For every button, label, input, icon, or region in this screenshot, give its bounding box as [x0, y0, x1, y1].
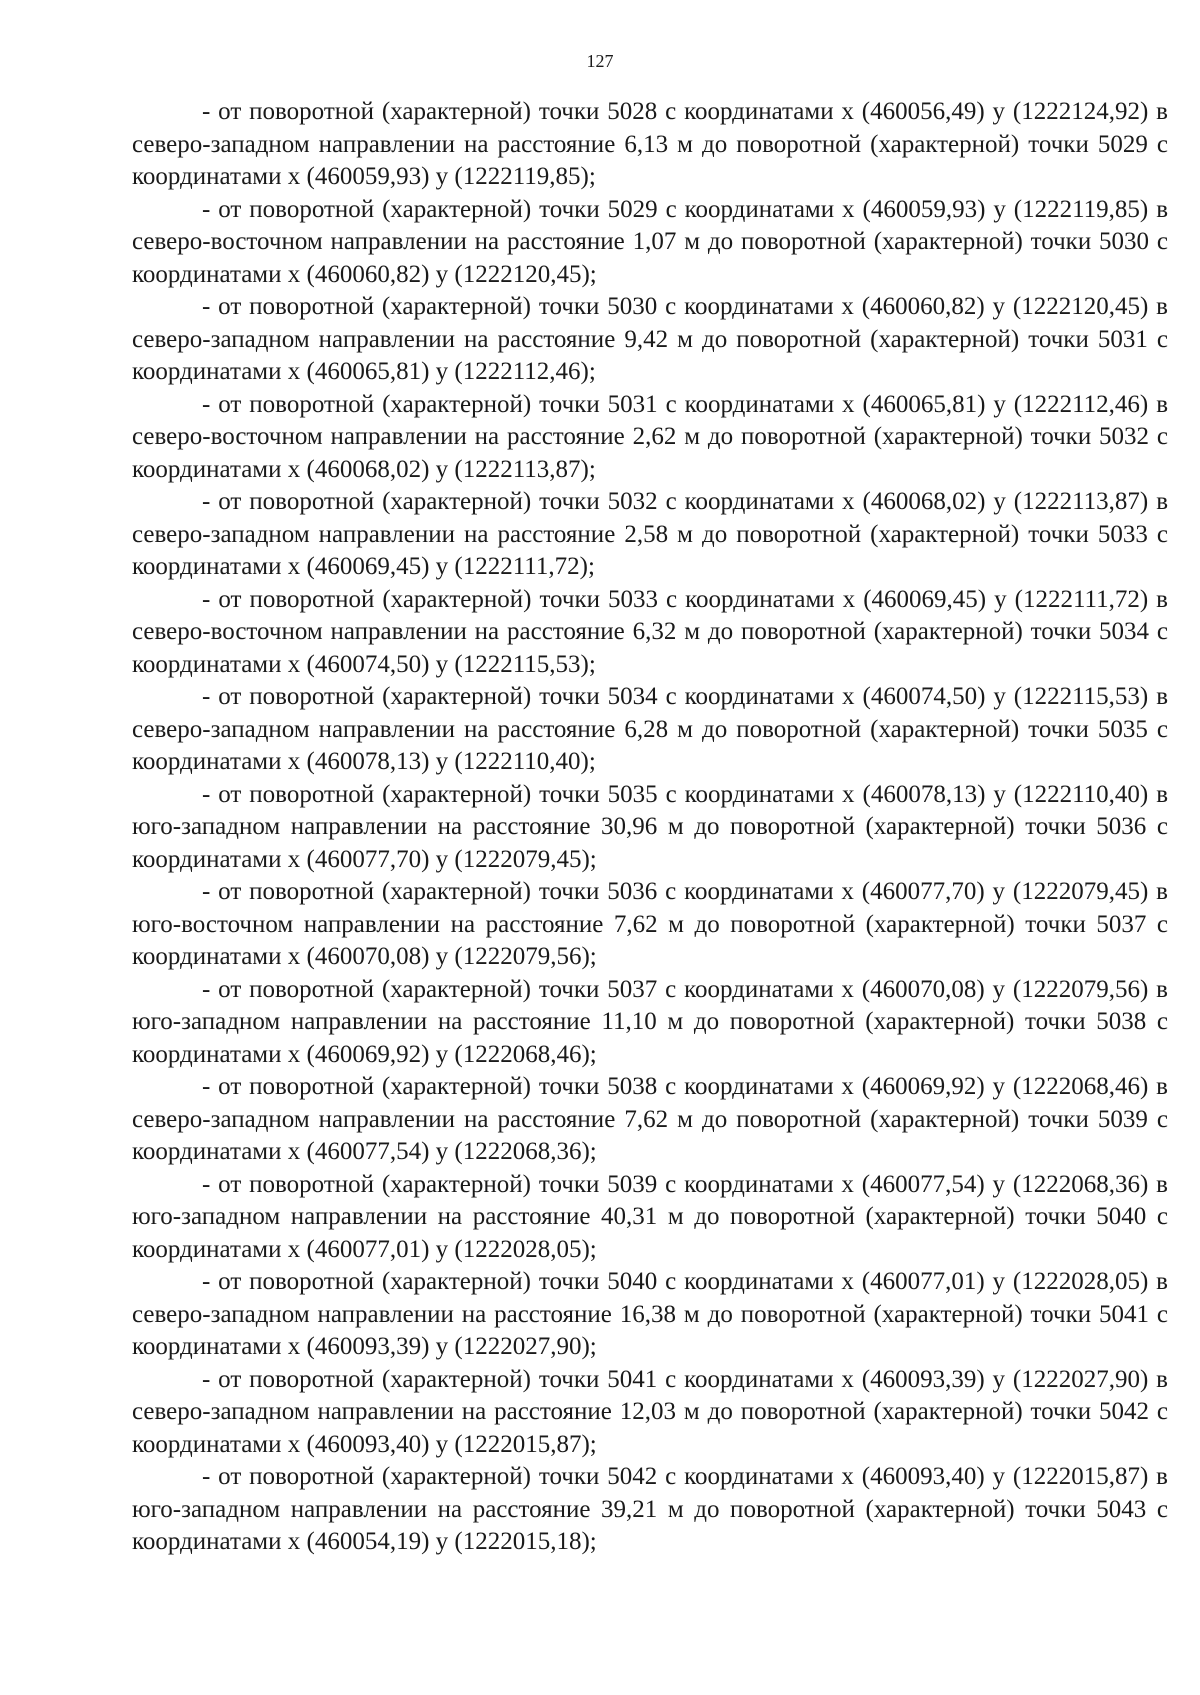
boundary-paragraph: - от поворотной (характерной) точки 5035 с координатами х (460078,13) у (1222110,40) в юго-западном направлении на расстояние 30,96 м до поворотной (характерной) точки 5036 с координатами х (460077,70) у (1222079,45);: [132, 780, 1168, 873]
boundary-paragraph: - от поворотной (характерной) точки 5039 с координатами х (460077,54) у (1222068,36) в юго-западном направлении на расстояние 40,31 м до поворотной (характерной) точки 5040 с координатами х (460077,01) у (1222028,05);: [132, 1170, 1168, 1263]
boundary-paragraph: - от поворотной (характерной) точки 5038 с координатами х (460069,92) у (1222068,46) в северо-западном направлении на расстояние 7,62 м до поворотной (характерной) точки 5039 с координатами х (460077,54) у (1222068,36);: [132, 1073, 1168, 1165]
boundary-paragraph: - от поворотной (характерной) точки 5028 с координатами х (460056,49) у (1222124,92) в северо-западном направлении на расстояние 6,13 м до поворотной (характерной) точки 5029 с координатами х (460059,93) у (1222119,85);: [132, 98, 1168, 190]
boundary-paragraph: - от поворотной (характерной) точки 5030 с координатами х (460060,82) у (1222120,45) в северо-западном направлении на расстояние 9,42 м до поворотной (характерной) точки 5031 с координатами х (460065,81) у (1222112,46);: [132, 293, 1168, 385]
boundary-paragraph: - от поворотной (характерной) точки 5034 с координатами х (460074,50) у (1222115,53) в северо-западном направлении на расстояние 6,28 м до поворотной (характерной) точки 5035 с координатами х (460078,13) у (1222110,40);: [132, 683, 1168, 775]
boundary-paragraph: - от поворотной (характерной) точки 5036 с координатами х (460077,70) у (1222079,45) в юго-восточном направлении на расстояние 7,62 м до поворотной (характерной) точки 5037 с координатами х (460070,08) у (1222079,56);: [132, 878, 1168, 970]
boundary-paragraph: - от поворотной (характерной) точки 5037 с координатами х (460070,08) у (1222079,56) в юго-западном направлении на расстояние 11,10 м до поворотной (характерной) точки 5038 с координатами х (460069,92) у (1222068,46);: [132, 975, 1168, 1068]
page-number: 127: [586, 51, 614, 71]
boundary-paragraph: - от поворотной (характерной) точки 5029 с координатами х (460059,93) у (1222119,85) в северо-восточном направлении на расстояние 1,07 м до поворотной (характерной) точки 5030 с координатами х (460060,82) у (1222120,45);: [132, 195, 1168, 288]
boundary-paragraph: - от поворотной (характерной) точки 5041 с координатами х (460093,39) у (1222027,90) в северо-западном направлении на расстояние 12,03 м до поворотной (характерной) точки 5042 с координатами х (460093,40) у (1222015,87);: [132, 1365, 1168, 1458]
boundary-paragraph: - от поворотной (характерной) точки 5031 с координатами х (460065,81) у (1222112,46) в северо-восточном направлении на расстояние 2,62 м до поворотной (характерной) точки 5032 с координатами х (460068,02) у (1222113,87);: [132, 390, 1168, 483]
boundary-paragraph: - от поворотной (характерной) точки 5042 с координатами х (460093,40) у (1222015,87) в юго-западном направлении на расстояние 39,21 м до поворотной (характерной) точки 5043 с координатами х (460054,19) у (1222015,18);: [132, 1463, 1168, 1555]
boundary-paragraph: - от поворотной (характерной) точки 5033 с координатами х (460069,45) у (1222111,72) в северо-восточном направлении на расстояние 6,32 м до поворотной (характерной) точки 5034 с координатами х (460074,50) у (1222115,53);: [132, 585, 1168, 678]
document-body: [132, 96, 1168, 1559]
boundary-paragraph: - от поворотной (характерной) точки 5040 с координатами х (460077,01) у (1222028,05) в северо-западном направлении на расстояние 16,38 м до поворотной (характерной) точки 5041 с координатами х (460093,39) у (1222027,90);: [132, 1268, 1168, 1360]
boundary-paragraph: - от поворотной (характерной) точки 5032 с координатами х (460068,02) у (1222113,87) в северо-западном направлении на расстояние 2,58 м до поворотной (характерной) точки 5033 с координатами х (460069,45) у (1222111,72);: [132, 488, 1168, 580]
